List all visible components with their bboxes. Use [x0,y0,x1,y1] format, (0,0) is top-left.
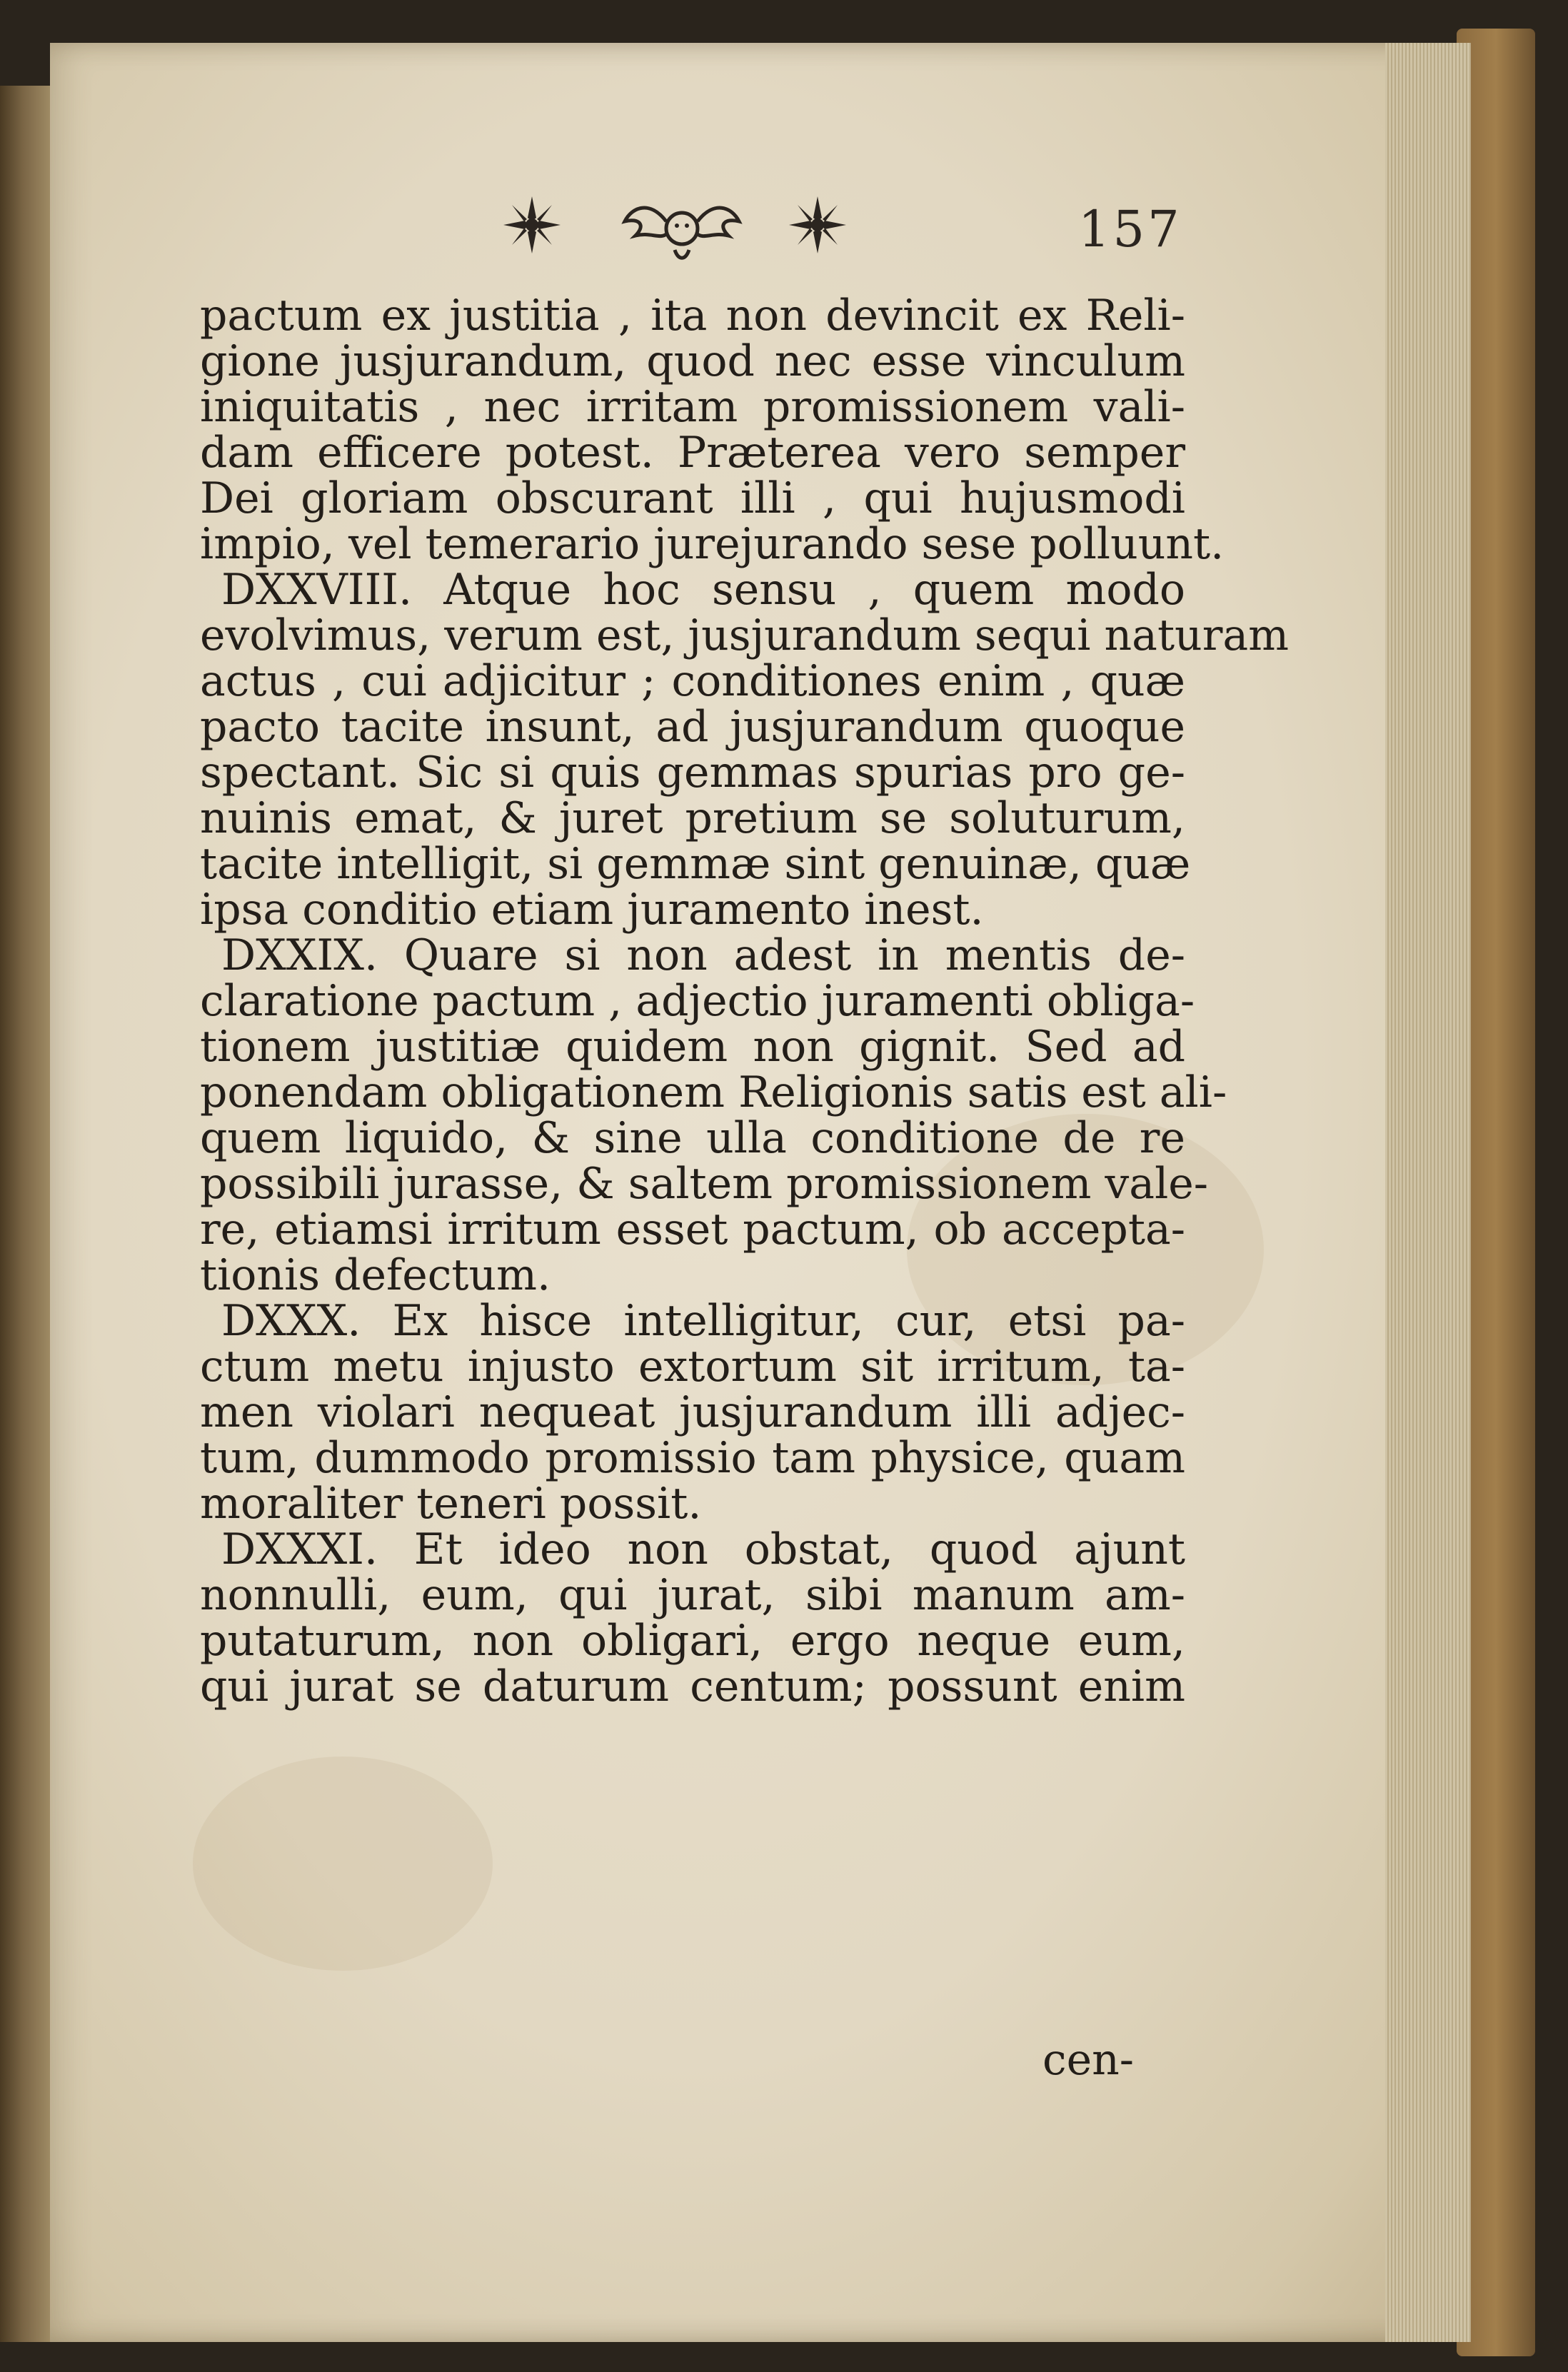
text-line: Dei gloriam obscurant illi , qui hujusmodi [200,473,1185,523]
section-start-line: DXXXI. Et ideo non obstat, quod ajunt [221,1524,1185,1574]
text-line: re, etiamsi irritum esset pactum, ob accepta- [200,1205,1185,1255]
star-ornament-icon [785,193,850,257]
text-line: putaturum, non obligari, ergo neque eum, [200,1616,1185,1666]
text-line: actus , cui adjicitur ; conditiones enim , quæ [200,656,1185,706]
star-ornament-icon [500,193,564,257]
text-line: spectant. Sic si quis gemmas spurias pro ge- [200,748,1185,798]
text-line: tionis defectum. [200,1250,551,1300]
text-line: qui jurat se daturum centum; possunt enim [200,1662,1185,1712]
body-text [200,291,1290,1712]
paper-stain [193,1757,493,1971]
text-line: evolvimus, verum est, jusjurandum sequi naturam [200,610,1290,660]
book-gutter [0,86,57,2342]
winged-cherub-ornament-icon [621,193,743,264]
text-line: tum, dummodo promissio tam physice, quam [200,1433,1185,1483]
text-line: nonnulli, eum, qui jurat, sibi manum am- [200,1570,1185,1620]
text-line: impio, vel temerario jurejurando sese polluunt. [200,519,1225,569]
text-line: claratione pactum , adjectio juramenti obliga- [200,976,1195,1026]
text-line: pacto tacite insunt, ad jusjurandum quoque [200,702,1185,752]
text-line: tionem justitiæ quidem non gignit. Sed ad [200,1022,1185,1072]
page-number: 157 [1078,200,1182,258]
catchword: cen- [1042,2035,1135,2085]
page-header [500,193,1214,278]
text-line: possibili jurasse, & saltem promissionem vale- [200,1159,1209,1209]
text-line: pactum ex justitia , ita non devincit ex Reli- [200,291,1185,341]
section-start-line: DXXIX. Quare si non adest in mentis de- [221,930,1185,980]
text-line: ponendam obligationem Religionis satis est ali- [200,1067,1227,1117]
text-line: men violari nequeat jusjurandum illi adjec- [200,1387,1185,1437]
text-line: dam efficere potest. Præterea vero semper [200,428,1185,478]
section-start-line: DXXX. Ex hisce intelligitur, cur, etsi pa- [221,1296,1185,1346]
section-start-line: DXXVIII. Atque hoc sensu , quem modo [221,565,1185,615]
text-line: gione jusjurandum, quod nec esse vinculum [200,336,1185,386]
page-fore-edge [1385,43,1471,2342]
text-line: iniquitatis , nec irritam promissionem vali- [200,382,1185,432]
text-line: ipsa conditio etiam juramento inest. [200,885,984,935]
text-line: tacite intelligit, si gemmæ sint genuinæ, quæ [200,839,1191,889]
text-line: ctum metu injusto extortum sit irritum, ta- [200,1342,1185,1392]
text-line: quem liquido, & sine ulla conditione de re [200,1113,1185,1163]
text-line: nuinis emat, & juret pretium se soluturum, [200,793,1185,843]
text-line: moraliter teneri possit. [200,1479,702,1529]
